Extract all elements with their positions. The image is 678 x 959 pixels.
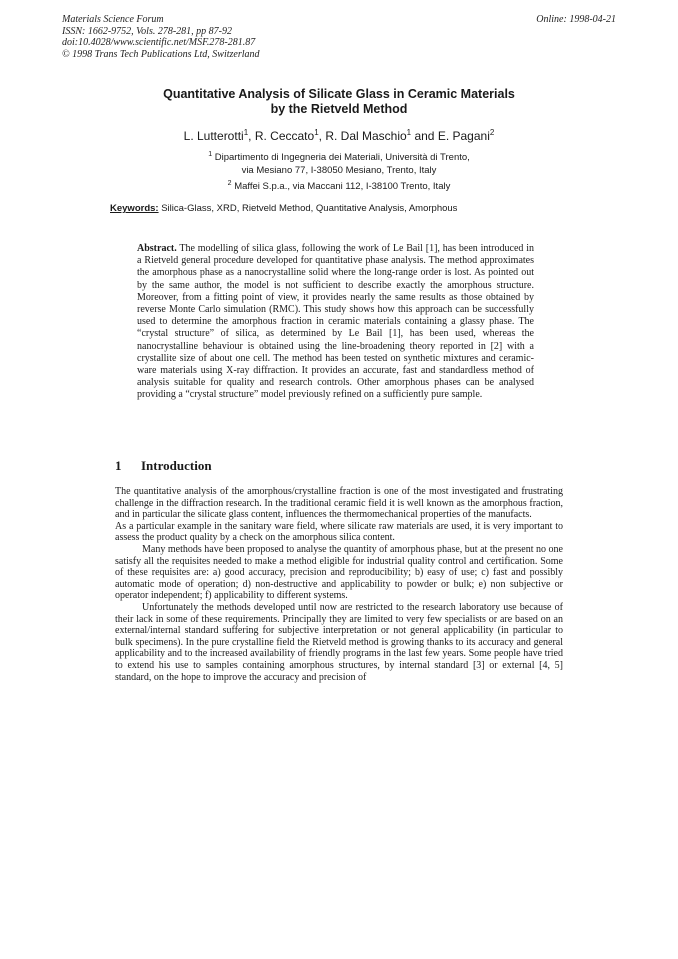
author-1-affil: 1 bbox=[243, 128, 249, 137]
author-4-affil: 2 bbox=[489, 128, 495, 137]
paragraph: Unfortunately the methods developed until now are restricted to the research laboratory use because of their lack in some of these requirements. Principally they are limited to very few specialists or are based on an external/internal standard suffering for subjective interpretation or not general applicability (in particular to bulk specimens). In the pure crystalline field the Rietveld method is growing thanks to its accuracy and general applicability and to the increased availability of friendly programs in the last few years. Some people have tried to extend his use to samples containing amorphous structures, by internal standard [3] or external [4, 5] standard, on the hope to improve the accuracy and precision of bbox=[115, 601, 563, 683]
keywords-label: Keywords: bbox=[110, 203, 159, 214]
author-2: R. Ceccato bbox=[254, 129, 315, 143]
journal-header bbox=[62, 14, 362, 60]
copyright: © 1998 Trans Tech Publications Ltd, Switzerland bbox=[62, 48, 260, 60]
paragraph: As a particular example in the sanitary ware field, where silicate raw materials are used, it is very important to assess the product quality by a check on the amorphous silica content. bbox=[115, 520, 563, 544]
body-text bbox=[115, 486, 563, 683]
keywords bbox=[110, 203, 457, 214]
paragraph: Many methods have been proposed to analyse the quantity of amorphous phase, but at the present no one satisfy all the requisites needed to make a method eligible for industrial quality control and certification. Some of these requisites are: a) good accuracy, precision and reproducibility; b) easy of use; c) fast and possibly automatic mode of operation; d) non-destructive and applicability to powder or bulk; e) non subjective or operator independent; f) applicability to different systems. bbox=[115, 543, 563, 602]
abstract-label: Abstract. bbox=[137, 243, 177, 254]
section-title: Introduction bbox=[141, 458, 212, 473]
affiliation-2-line-1: Maffei S.p.a., via Maccani 112, I-38100 Trento, Italy bbox=[234, 181, 451, 193]
author-separator: , bbox=[248, 129, 255, 143]
paragraph: The quantitative analysis of the amorphous/crystalline fraction is one of the most investigated and frustrating challenge in the diffraction research. In the traditional ceramic field it is well known as the amorphous fraction, and in particular the silicate glass content, influences the thermomechanical properties of the manufacts. bbox=[115, 486, 563, 521]
author-1: L. Lutterotti bbox=[183, 129, 244, 143]
author-and: and bbox=[411, 129, 438, 143]
author-3-affil: 1 bbox=[406, 128, 412, 137]
author-2-affil: 1 bbox=[314, 128, 319, 137]
author-list bbox=[110, 128, 568, 143]
title-line-2: by the Rietveld Method bbox=[270, 102, 408, 116]
doi: doi:10.4028/www.scientific.net/MSF.278-281.87 bbox=[62, 37, 256, 48]
author-separator: , bbox=[318, 129, 326, 143]
affiliation-1-line-1: Dipartimento di Ingegneria dei Materiali, Università di Trento, bbox=[214, 152, 470, 164]
journal-name: Materials Science Forum bbox=[62, 14, 164, 25]
affiliation-2-marker: 2 bbox=[227, 180, 232, 187]
affiliation-1-line-2: via Mesiano 77, I-38050 Mesiano, Trento, Italy bbox=[241, 164, 437, 176]
section-heading bbox=[115, 458, 212, 474]
affiliation-2 bbox=[110, 178, 568, 194]
abstract-text: The modelling of silica glass, following the work of Le Bail [1], has been introduced in a Rietveld general procedure developed for quantitative phase analysis. The method approximates the amorphous phase as a nanocrystalline solid where the long-range order is lost. As pointed out by the same author, the model is not sufficient to describe exactly the amorphous structure. Moreover, from a fitting point of view, it provides nearly the same results as those obtained by reverse Monte Carlo simulation (RMC). This study shows how this approach can be successfully used to determine the amorphous fraction in ceramic materials containing a glassy phase. The “crystal structure” of silica, as determined by Le Bail [1], has been used, whereas the nanocrystalline behaviour is obtained using the line-broadening theory reported in [2] with a crystallite size of about one cell. The method has been tested on synthetic mixtures and ceramic-ware materials using X-ray diffraction. It provides an accurate, fast and standardless method of analysis suitable for quality and research controls. Other amorphous phases can be analysed providing a “crystal structure” model previously refined on a sufficiently pure sample. bbox=[137, 243, 534, 401]
author-3: R. Dal Maschio bbox=[325, 129, 407, 143]
paper-title bbox=[110, 87, 568, 117]
title-line-1: Quantitative Analysis of Silicate Glass in Ceramic Materials bbox=[163, 87, 515, 101]
affiliation-1-marker: 1 bbox=[208, 151, 213, 158]
author-4: E. Pagani bbox=[437, 129, 490, 143]
section-number: 1 bbox=[115, 458, 122, 473]
affiliation-1 bbox=[110, 149, 568, 177]
online-date: Online: 1998-04-21 bbox=[536, 14, 616, 25]
keywords-text: Silica-Glass, XRD, Rietveld Method, Quantitative Analysis, Amorphous bbox=[161, 203, 458, 214]
issn: ISSN: 1662-9752, Vols. 278-281, pp 87-92 bbox=[62, 25, 232, 37]
abstract bbox=[137, 243, 534, 402]
